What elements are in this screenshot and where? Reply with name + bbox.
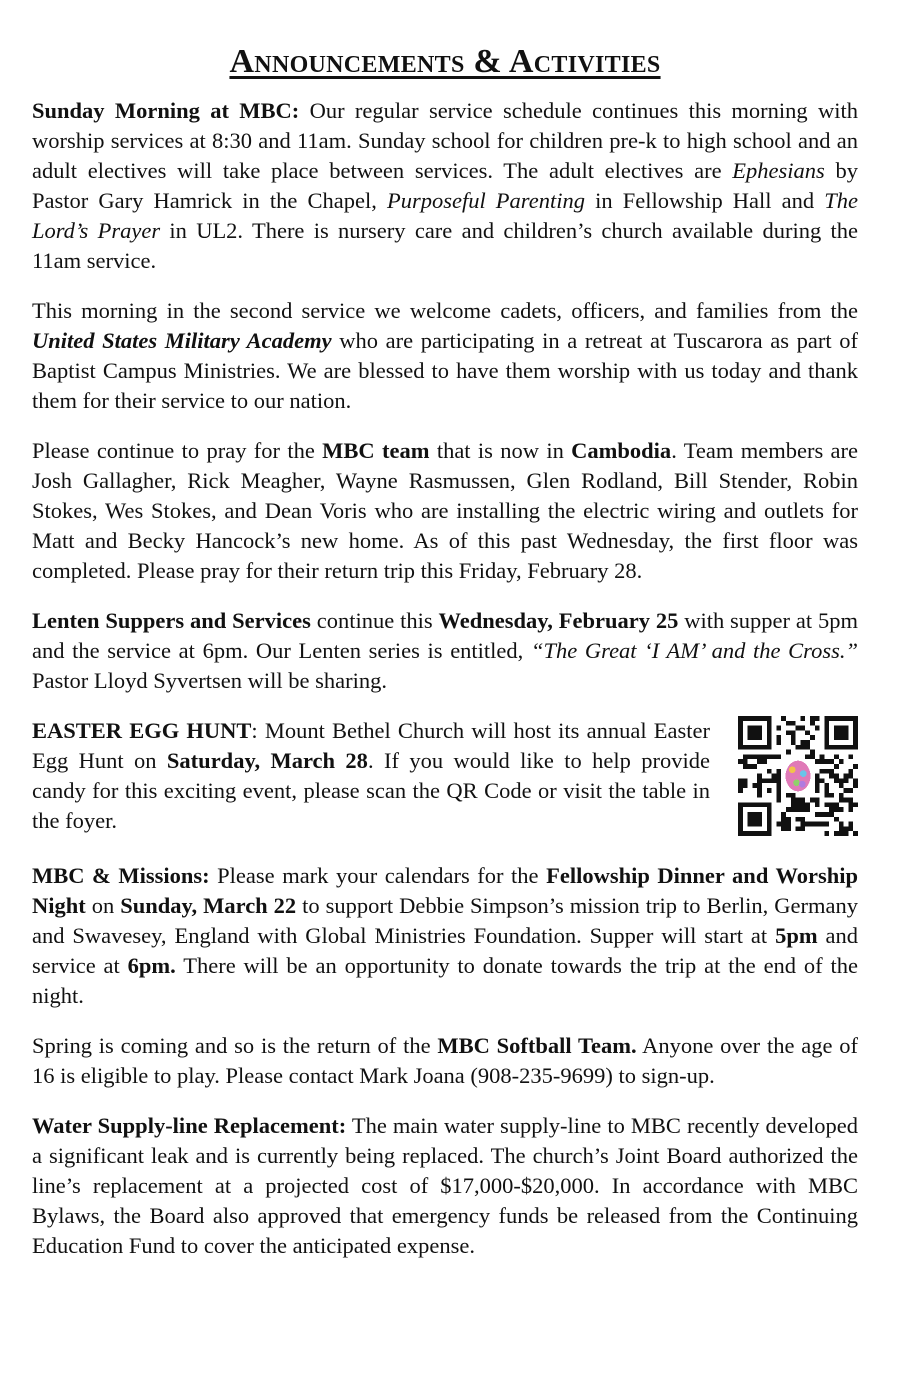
series-title: “The Great ‘I AM’ and the Cross.”: [530, 638, 858, 663]
lead-heading: EASTER EGG HUNT: [32, 718, 252, 743]
announcement-sunday-morning: Sunday Morning at MBC: Our regular service schedule continues this morning with worship services at 8:30 and 11am. Sunday school for children pre-k to high school and an adult electives will take place between services. The adult electives are Ephesians by Pastor Gary Hamrick in the Chapel, Purposeful Parenting in Fellowship Hall and The Lord’s Prayer in UL2. There is nursery care and children’s church available during the 11am service.: [32, 98, 859, 273]
announcement-military-academy: This morning in the second service we welcome cadets, officers, and families from the United States Military Academy who are participating in a retreat at Tuscarora as part of Baptist Campus Ministries. We are blessed to have them worship with us today and thank them for their service to our nation.: [32, 298, 858, 413]
announcement-lenten-suppers: Lenten Suppers and Services continue this Wednesday, February 25 with supper at 5pm and the service at 6pm. Our Lenten series is entitled, “The Great ‘I AM’ and the Cross.” Pastor Lloyd Syvertsen will be sharing.: [32, 608, 859, 693]
lead-heading: Lenten Suppers and Services: [32, 608, 311, 633]
lead-heading: Water Supply-line Replacement:: [32, 1113, 347, 1138]
announcement-cambodia-team: Please continue to pray for the MBC team that is now in Cambodia. Team members are Josh Gallagher, Rick Meagher, Wayne Rasmussen, Glen Rodland, Bill Stender, Robin Stokes, Wes Stokes, and Dean Voris who are installing the electric wiring and outlets for Matt and Becky Hancock’s new home. As of this past Wednesday, the first floor was completed. Please pray for their return trip this Friday, February 28.: [32, 438, 858, 583]
page-title: Announcements & Activities: [229, 43, 661, 80]
elective-title: The Lord’s Prayer: [32, 188, 858, 243]
announcement-easter-egg-hunt: EASTER EGG HUNT: Mount Bethel Church will host its annual Easter Egg Hunt on Saturday, March 28. If you would like to help provide candy for this exciting event, please scan the QR Code or visit the table in the foyer.: [32, 716, 858, 841]
elective-title: Purposeful Parenting: [386, 188, 585, 213]
announcement-missions: MBC & Missions: Please mark your calendars for the Fellowship Dinner and Worship Night on Sunday, March 22 to support Debbie Simpson’s mission trip to Berlin, Germany and Swavesey, England with Global Ministries Foundation. Supper will start at 5pm and service at 6pm. There will be an opportunity to donate towards the trip at the end of the night.: [32, 863, 859, 1008]
announcement-softball: Spring is coming and so is the return of the MBC Softball Team. Anyone over the age of 16 is eligible to play. Please contact Mark Joana (908-235-9699) to sign-up.: [32, 1033, 858, 1088]
announcement-water-line: Water Supply-line Replacement: The main water supply-line to MBC recently developed a significant leak and is currently being replaced. The church’s Joint Board authorized the line’s replacement at a projected cost of $17,000-$20,000. In accordance with MBC Bylaws, the Board also approved that emergency funds be released from the Continuing Education Fund to cover the anticipated expense.: [32, 1113, 858, 1258]
qr-code-icon[interactable]: [738, 716, 858, 841]
qr-code-image[interactable]: [738, 716, 858, 836]
lead-heading: MBC & Missions:: [32, 863, 210, 888]
elective-title: Ephesians: [732, 158, 825, 183]
academy-name: United States Military Academy: [32, 328, 332, 353]
lead-heading: Sunday Morning at MBC:: [32, 98, 300, 123]
